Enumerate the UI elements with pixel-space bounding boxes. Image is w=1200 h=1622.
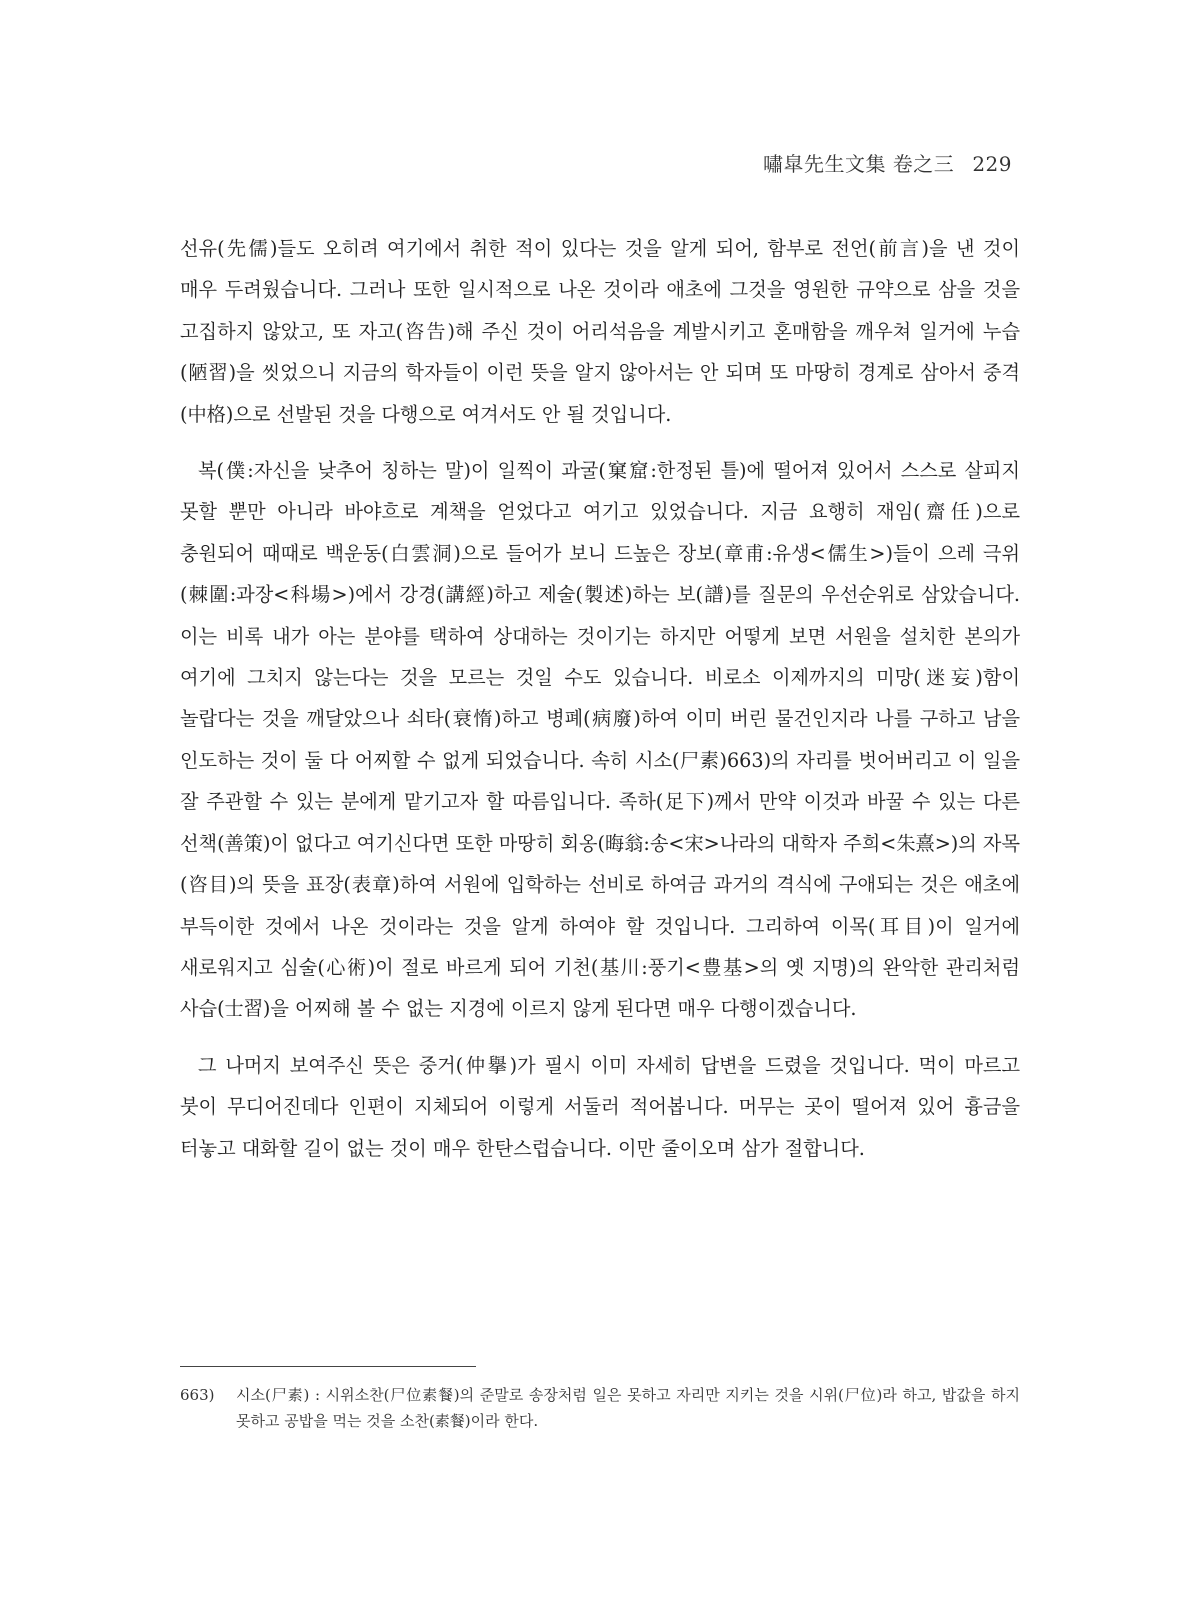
footnote — [180, 1382, 1020, 1434]
page-number: 229 — [972, 152, 1012, 176]
body-text — [180, 228, 1020, 1184]
paragraph-2: 복(僕:자신을 낮추어 칭하는 말)이 일찍이 과굴(窠窟:한정된 틀)에 떨어져 있어서 스스로 살피지 못할 뿐만 아니라 바야흐로 계책을 얻었다고 여기고 있었습니다. 지금 요행히 재임(齋任)으로 충원되어 때때로 백운동(白雲洞)으로 들어가 보니 드높은 장보(章甫:유생<儒生>)들이 으레 극위(棘圍:과장<科場>)에서 강경(講經)하고 제술(製述)하는 보(譜)를 질문의 우선순위로 삼았습니다. 이는 비록 내가 아는 분야를 택하여 상대하는 것이기는 하지만 어떻게 보면 서원을 설치한 본의가 여기에 그치지 않는다는 것을 모르는 것일 수도 있습니다. 비로소 이제까지의 미망(迷妄)함이 놀랍다는 것을 깨달았으나 쇠타(衰惰)하고 병폐(病廢)하여 이미 버린 물건인지라 나를 구하고 남을 인도하는 것이 둘 다 어찌할 수 없게 되었습니다. 속히 시소(尸素)663)의 자리를 벗어버리고 이 일을 잘 주관할 수 있는 분에게 맡기고자 할 따름입니다. 족하(足下)께서 만약 이것과 바꿀 수 있는 다른 선책(善策)이 없다고 여기신다면 또한 마땅히 회옹(晦翁:송<宋>나라의 대학자 주희<朱熹>)의 자목(咨目)의 뜻을 표장(表章)하여 서원에 입학하는 선비로 하여금 과거의 격식에 구애되는 것은 애초에 부득이한 것에서 나온 것이라는 것을 알게 하여야 할 것입니다. 그리하여 이목(耳目)이 일거에 새로워지고 심술(心術)이 절로 바르게 되어 기천(基川:풍기<豊基>의 옛 지명)의 완악한 관리처럼 사습(士習)을 어찌해 볼 수 없는 지경에 이르지 않게 된다면 매우 다행이겠습니다. — [180, 459, 1020, 1021]
running-header — [763, 148, 1012, 177]
footnote-text: 시소(尸素) : 시위소찬(尸位素餐)의 준말로 송장처럼 일은 못하고 자리만 지키는 것을 시위(尸位)라 하고, 밥값을 하지 못하고 공밥을 먹는 것을 소찬(素餐)이라 한다. — [236, 1386, 1020, 1430]
footnote-marker: 663) — [180, 1386, 215, 1404]
paragraph-1: 선유(先儒)들도 오히려 여기에서 취한 적이 있다는 것을 알게 되어, 함부로 전언(前言)을 낸 것이 매우 두려웠습니다. 그러나 또한 일시적으로 나온 것이라 애초에 그것을 영원한 규약으로 삼을 것을 고집하지 않았고, 또 자고(咨告)해 주신 것이 어리석음을 계발시키고 혼매함을 깨우쳐 일거에 누습(陋習)을 씻었으니 지금의 학자들이 이런 뜻을 알지 않아서는 안 되며 또 마땅히 경계로 삼아서 중격(中格)으로 선발된 것을 다행으로 여겨서도 안 될 것입니다. — [180, 237, 1020, 426]
book-title: 嘯皐先生文集 卷之三 — [762, 152, 955, 176]
paragraph-3: 그 나머지 보여주신 뜻은 중거(仲擧)가 필시 이미 자세히 답변을 드렸을 것입니다. 먹이 마르고 붓이 무디어진데다 인편이 지체되어 이렇게 서둘러 적어봅니다. 머무는 곳이 떨어져 있어 흉금을 터놓고 대화할 길이 없는 것이 매우 한탄스럽습니다. 이만 줄이오며 삼가 절합니다. — [180, 1053, 1020, 1160]
footnote-divider — [180, 1366, 476, 1367]
